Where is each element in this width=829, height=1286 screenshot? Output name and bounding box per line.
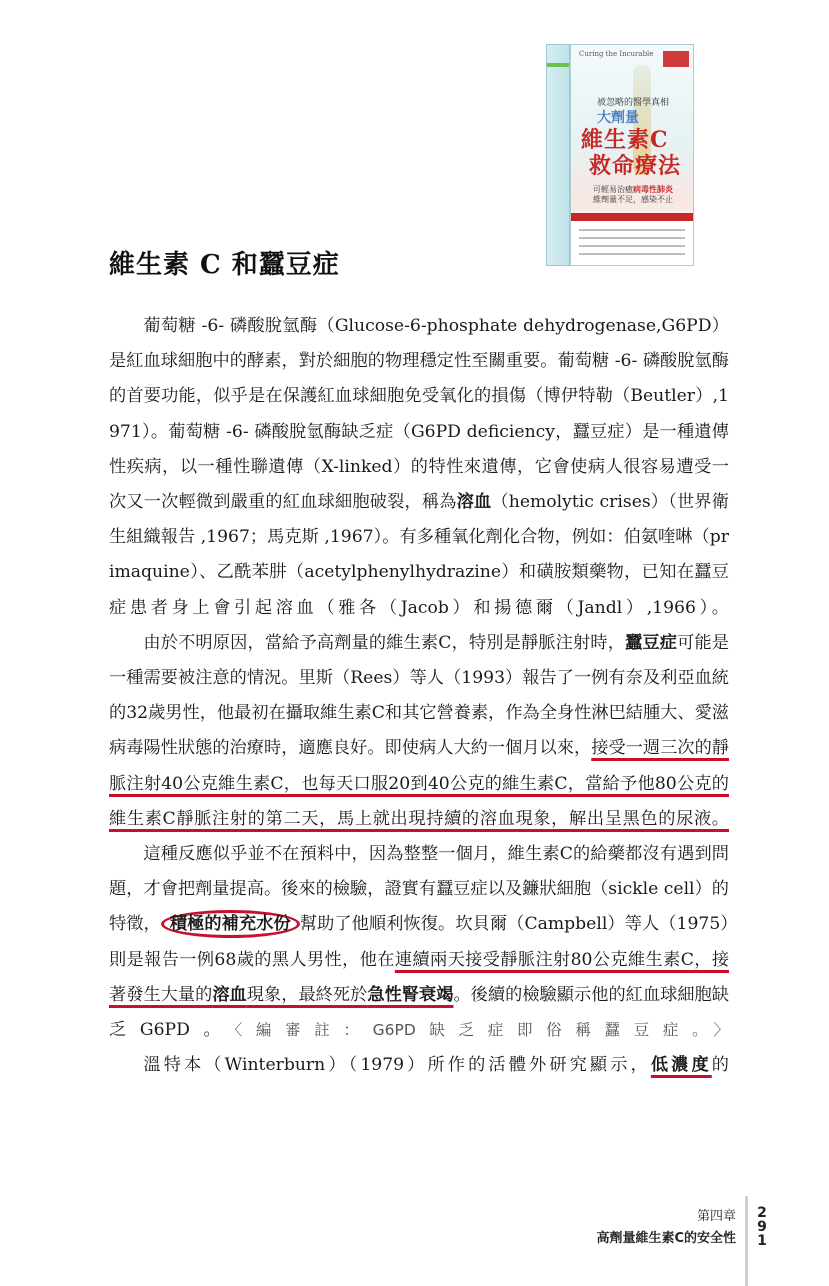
highlight-underline: 接受一週三次的靜脈注射40公克維生素C，也每天口服20到40公克的維生素C，當給予他80公克的維生素C靜脈注射的第二天，馬上就出現持續的溶血現象，解出呈黑色的尿液。	[109, 738, 729, 829]
book-spine	[546, 44, 570, 266]
highlight-circle: 積極的補充水份	[161, 910, 300, 938]
book-title-line-3: 救命療法	[589, 153, 682, 179]
book-front	[570, 44, 694, 266]
book-en-title: Curing the Incurable	[579, 50, 654, 58]
paragraph-4: 溫特本（Winterburn）（1979）所作的活體外研究顯示，低濃度的	[143, 1055, 729, 1076]
book-subtitle: 被忽略的醫學真相	[597, 98, 670, 108]
section-title: 維生素 C 和蠶豆症	[109, 250, 340, 280]
page-number: 291	[757, 1205, 767, 1249]
book-cover-image	[546, 44, 694, 266]
paragraph-1: 葡萄糖 -6- 磷酸脫氫酶（Glucose-6-phosphate dehydrogenase,G6PD）是紅血球細胞中的酵素，對於細胞的物理穩定性至關重要。葡萄糖 -6- 磷酸脫氫酶的首要功能，似乎是在保護紅血球細胞免受氧化的損傷（博伊特勒（Beutler）,1971）。葡萄糖 -6- 磷酸脫氫酶缺乏症（G6PD deficiency，蠶豆症）是一種遺傳性疾病，以一種性聯遺傳（X-linked）的特性來遺傳，它會使病人很容易遭受一次又一次輕微到嚴重的紅血球細胞破裂，稱為溶血（hemolytic crises）（世界衛生組織報告 ,1967；馬克斯 ,1967）。有多種氧化劑化合物，例如：伯氨喹啉（primaquine）、乙酰苯肼（acetylphenylhydrazine）和磺胺類藥物，已知在蠶豆症患者身上會引起溶血（雅各（Jacob）和揚德爾（Jandl）,1966）。	[109, 316, 729, 618]
chapter-footer	[596, 1206, 736, 1250]
book-title-line-1: 大劑量	[597, 110, 639, 126]
paragraph-2: 由於不明原因，當給予高劑量的維生素C，特別是靜脈注射時，蠶豆症可能是一種需要被注意的情況。里斯（Rees）等人（1993）報告了一例有奈及利亞血統的32歲男性，他最初在攝取維生素C和其它營養素，作為全身性淋巴結腫大、愛滋病毒陽性狀態的治療時，適應良好。即使病人大約一個月以來，接受一週三次的靜脈注射40公克維生素C，也每天口服20到40公克的維生素C，當給予他80公克的維生素C靜脈注射的第二天，馬上就出現持續的溶血現象，解出呈黑色的尿液。	[109, 632, 729, 829]
book-red-band	[571, 213, 693, 221]
body-text	[109, 309, 729, 1083]
chapter-label: 第四章	[696, 1209, 736, 1224]
book-red-label	[663, 51, 689, 67]
highlight-underline: 低濃度	[650, 1055, 712, 1076]
highlight-underline: 連續兩天接受靜脈注射80公克維生素C，接著發生大量的溶血現象，最終死於急性腎衰竭	[109, 949, 730, 1005]
book-author-area	[571, 221, 693, 265]
editor-note: 〈編審註：G6PD缺乏症即俗稱蠶豆症。〉	[234, 1021, 730, 1040]
book-title-line-2: 維生素C	[581, 127, 669, 153]
page-divider	[745, 1196, 748, 1286]
chapter-title: 高劑量維生素C的安全性	[596, 1231, 736, 1246]
book-tagline: 可輕易治癒病毒性肺炎 維劑量不足，感染不止	[593, 184, 673, 204]
paragraph-3: 這種反應似乎並不在預料中，因為整整一個月，維生素C的給藥都沒有遇到問題，才會把劑量提高。後來的檢驗，證實有蠶豆症以及鐮狀細胞（sickle cell）的特徵， 積極的補充水份 幫助了他順利恢復。坎貝爾（Campbell）等人（1975）則是報告一例68歲的黑人男性，他在連續兩天接受靜脈注射80公克維生素C，接著發生大量的溶血現象，最終死於急性腎衰竭。後續的檢驗顯示他的紅血球細胞缺乏G6PD。〈編審註：G6PD缺乏症即俗稱蠶豆症。〉	[109, 844, 730, 1041]
